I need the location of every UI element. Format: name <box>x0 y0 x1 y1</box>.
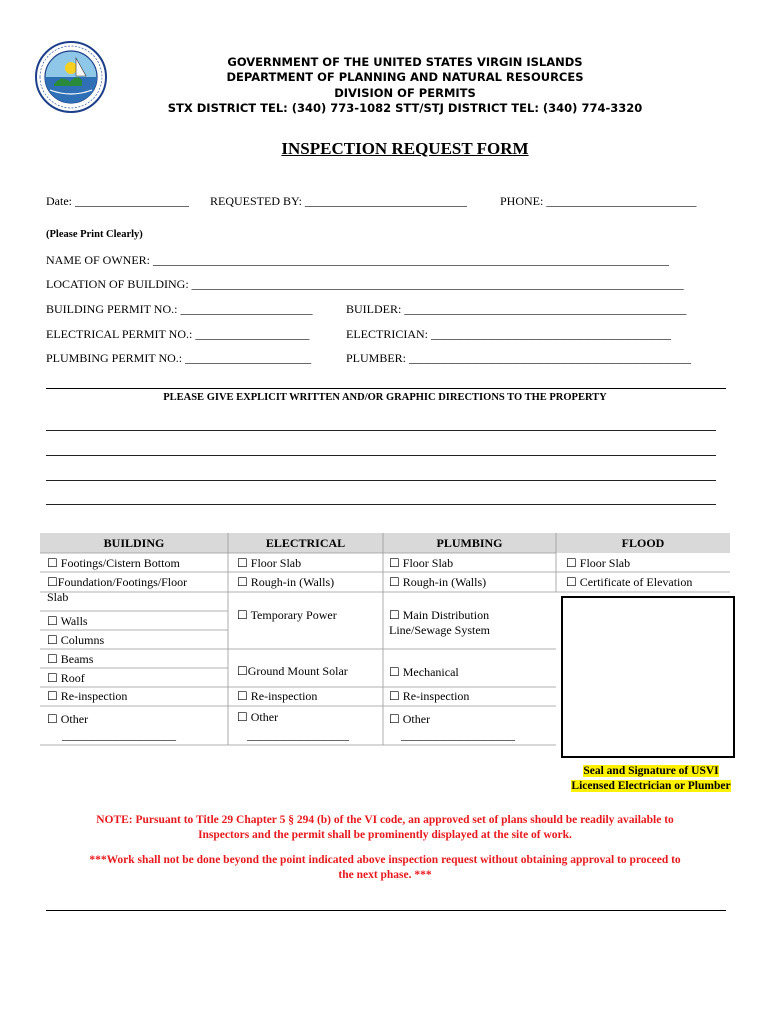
building-location-field[interactable]: LOCATION OF BUILDING: __________________________________________________________________________________ <box>46 277 684 291</box>
building-columns-checkbox[interactable]: ☐ Columns <box>47 633 105 647</box>
plumbing-mechanical-checkbox[interactable]: ☐ Mechanical <box>389 665 459 679</box>
plumbing-other-line[interactable]: ___________________ <box>401 728 515 742</box>
plumbing-other-checkbox[interactable]: ☐ Other <box>389 712 431 726</box>
seal-signature-caption: Seal and Signature of USVI Licensed Electrician or Plumber <box>571 765 731 792</box>
plumbing-reinspection-checkbox[interactable]: ☐ Re-inspection <box>389 689 470 703</box>
electrical-permit-field[interactable]: ELECTRICAL PERMIT NO.: ___________________ <box>46 327 310 341</box>
requested-by-field[interactable]: REQUESTED BY: ___________________________ <box>210 194 467 208</box>
building-reinspection-checkbox[interactable]: ☐ Re-inspection <box>47 689 128 703</box>
flood-column-header: FLOOD <box>621 536 665 550</box>
header-phones: STX DISTRICT TEL: (340) 773-1082 STT/STJ DISTRICT TEL: (340) 774-3320 <box>167 101 643 115</box>
electrical-ground-mount-solar-checkbox[interactable]: ☐Ground Mount Solar <box>237 664 348 678</box>
directions-label: PLEASE GIVE EXPLICIT WRITTEN AND/OR GRAPHIC DIRECTIONS TO THE PROPERTY <box>163 392 607 403</box>
plumbing-column-header: PLUMBING <box>436 536 503 550</box>
builder-field[interactable]: BUILDER: _______________________________________________ <box>346 302 687 316</box>
seal-signature-box[interactable] <box>561 596 735 758</box>
header-division: DIVISION OF PERMITS <box>334 86 476 100</box>
work-approval-note: ***Work shall not be done beyond the point indicated above inspection request without obtaining approval to proceed to the next phase. *** <box>89 854 681 881</box>
print-clearly-note: (Please Print Clearly) <box>46 229 143 240</box>
flood-floor-slab-checkbox[interactable]: ☐ Floor Slab <box>566 556 631 570</box>
building-foundation-checkbox[interactable]: ☐Foundation/Footings/Floor Slab <box>47 575 188 604</box>
plumber-field[interactable]: PLUMBER: _______________________________________________ <box>346 351 692 365</box>
phone-field[interactable]: PHONE: _________________________ <box>500 194 697 208</box>
date-field[interactable]: Date: ___________________ <box>46 194 189 208</box>
building-footings-checkbox[interactable]: ☐ Footings/Cistern Bottom <box>47 556 180 570</box>
plans-note: NOTE: Pursuant to Title 29 Chapter 5 § 294 (b) of the VI code, an approved set of plans should be readily available to Inspectors and the permit shall be prominently displayed at the site of work. <box>96 814 674 841</box>
building-walls-checkbox[interactable]: ☐ Walls <box>47 614 88 628</box>
building-other-line[interactable]: ___________________ <box>62 728 176 742</box>
building-roof-checkbox[interactable]: ☐ Roof <box>47 671 85 685</box>
plumbing-rough-in-checkbox[interactable]: ☐ Rough-in (Walls) <box>389 575 487 589</box>
electrician-field[interactable]: ELECTRICIAN: ________________________________________ <box>346 327 671 341</box>
electrical-temporary-power-checkbox[interactable]: ☐ Temporary Power <box>237 608 337 622</box>
owner-name-field[interactable]: NAME OF OWNER: ______________________________________________________________________________________ <box>46 253 669 267</box>
plumbing-main-distribution-checkbox[interactable]: ☐ Main Distribution Line/Sewage System <box>389 608 490 637</box>
plumbing-floor-slab-checkbox[interactable]: ☐ Floor Slab <box>389 556 454 570</box>
building-beams-checkbox[interactable]: ☐ Beams <box>47 652 94 666</box>
electrical-reinspection-checkbox[interactable]: ☐ Re-inspection <box>237 689 318 703</box>
plumbing-permit-field[interactable]: PLUMBING PERMIT NO.: _____________________ <box>46 351 312 365</box>
footer-divider <box>46 910 726 911</box>
building-column-header: BUILDING <box>103 536 165 550</box>
form-title: INSPECTION REQUEST FORM <box>281 139 529 158</box>
building-other-checkbox[interactable]: ☐ Other <box>47 712 89 726</box>
electrical-rough-in-checkbox[interactable]: ☐ Rough-in (Walls) <box>237 575 335 589</box>
electrical-other-checkbox[interactable]: ☐ Other <box>237 710 279 724</box>
flood-certificate-elevation-checkbox[interactable]: ☐ Certificate of Elevation <box>566 575 693 589</box>
electrical-floor-slab-checkbox[interactable]: ☐ Floor Slab <box>237 556 302 570</box>
header-government: GOVERNMENT OF THE UNITED STATES VIRGIN ISLANDS <box>227 55 583 69</box>
building-permit-field[interactable]: BUILDING PERMIT NO.: ______________________ <box>46 302 313 316</box>
header-department: DEPARTMENT OF PLANNING AND NATURAL RESOURCES <box>226 70 584 84</box>
electrical-other-line[interactable]: _________________ <box>247 728 349 742</box>
electrical-column-header: ELECTRICAL <box>265 536 346 550</box>
